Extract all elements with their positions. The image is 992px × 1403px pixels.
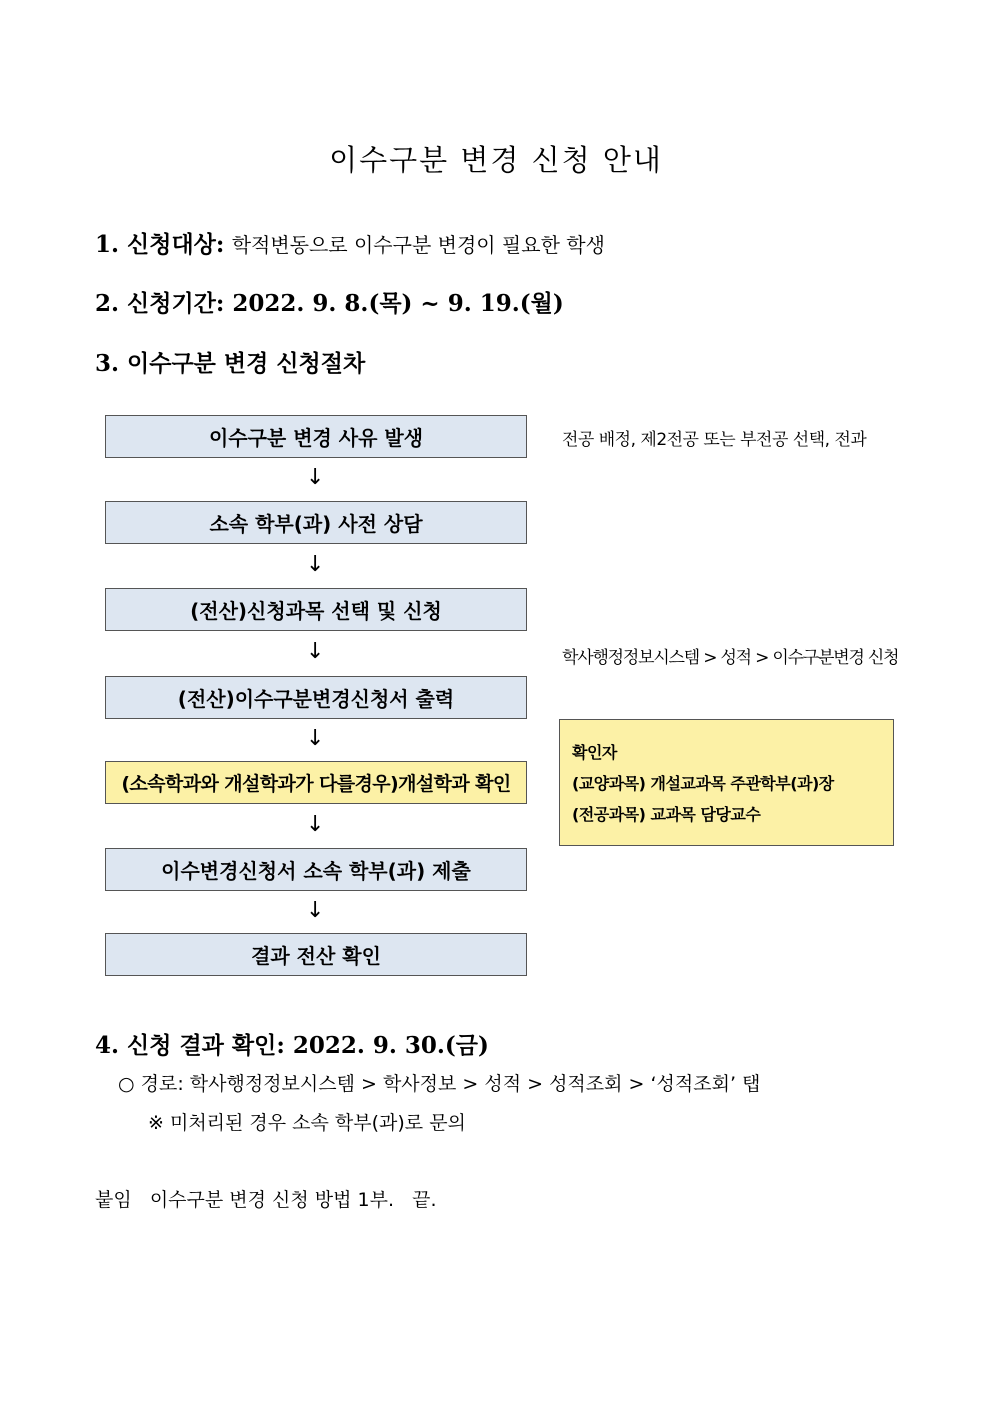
section-result: [95, 1027, 489, 1060]
section-result-label: 4. 신청 결과 확인: 2022. 9. 30.(금): [95, 1032, 489, 1059]
confirmer-box: [559, 719, 894, 846]
result-remark: ※ 미처리된 경우 소속 학부(과)로 문의: [148, 1112, 466, 1134]
flow-step-consult: 소속 학부(과) 사전 상담: [105, 501, 527, 544]
section-period: [95, 285, 564, 318]
flow-arrow: ↓: [306, 552, 325, 577]
flow-step-submit: 이수변경신청서 소속 학부(과) 제출: [105, 848, 527, 891]
flow-arrow: ↓: [306, 465, 325, 490]
result-route: ○ 경로: 학사행정정보시스템 > 학사정보 > 성적 > 성적조회 > ‘성적조회’ 탭: [118, 1073, 761, 1095]
flow-arrow: ↓: [306, 639, 325, 664]
page-title: 이수구분 변경 신청 안내: [329, 143, 663, 177]
section-target-value: 학적변동으로 이수구분 변경이 필요한 학생: [231, 233, 605, 257]
confirmer-line: (교양과목) 개설교과목 주관학부(과)장: [572, 774, 834, 793]
section-target: [95, 226, 605, 259]
confirmer-title: 확인자: [572, 743, 617, 762]
section-procedure: [95, 345, 365, 378]
flow-step-select: (전산)신청과목 선택 및 신청: [105, 588, 527, 631]
flow-arrow: ↓: [306, 726, 325, 751]
section-target-label: 1. 신청대상:: [95, 231, 225, 258]
flow-arrow: ↓: [306, 812, 325, 837]
flow-step-result: 결과 전산 확인: [105, 933, 527, 976]
section-period-label: 2. 신청기간: 2022. 9. 8.(목) ~ 9. 19.(월): [95, 290, 564, 317]
flow-step-reason: 이수구분 변경 사유 발생: [105, 415, 527, 458]
note-system-path: 학사행정정보시스템 > 성적 > 이수구분변경 신청: [562, 648, 899, 668]
flow-arrow: ↓: [306, 898, 325, 923]
attachment-line: 붙임 이수구분 변경 신청 방법 1부. 끝.: [95, 1189, 437, 1211]
note-reason: 전공 배정, 제2전공 또는 부전공 선택, 전과: [562, 430, 867, 450]
section-procedure-label: 3. 이수구분 변경 신청절차: [95, 350, 366, 377]
flow-step-dept-check: (소속학과와 개설학과가 다를경우)개설학과 확인: [105, 761, 527, 804]
confirmer-line: (전공과목) 교과목 담당교수: [572, 805, 761, 824]
flow-step-print: (전산)이수구분변경신청서 출력: [105, 676, 527, 719]
